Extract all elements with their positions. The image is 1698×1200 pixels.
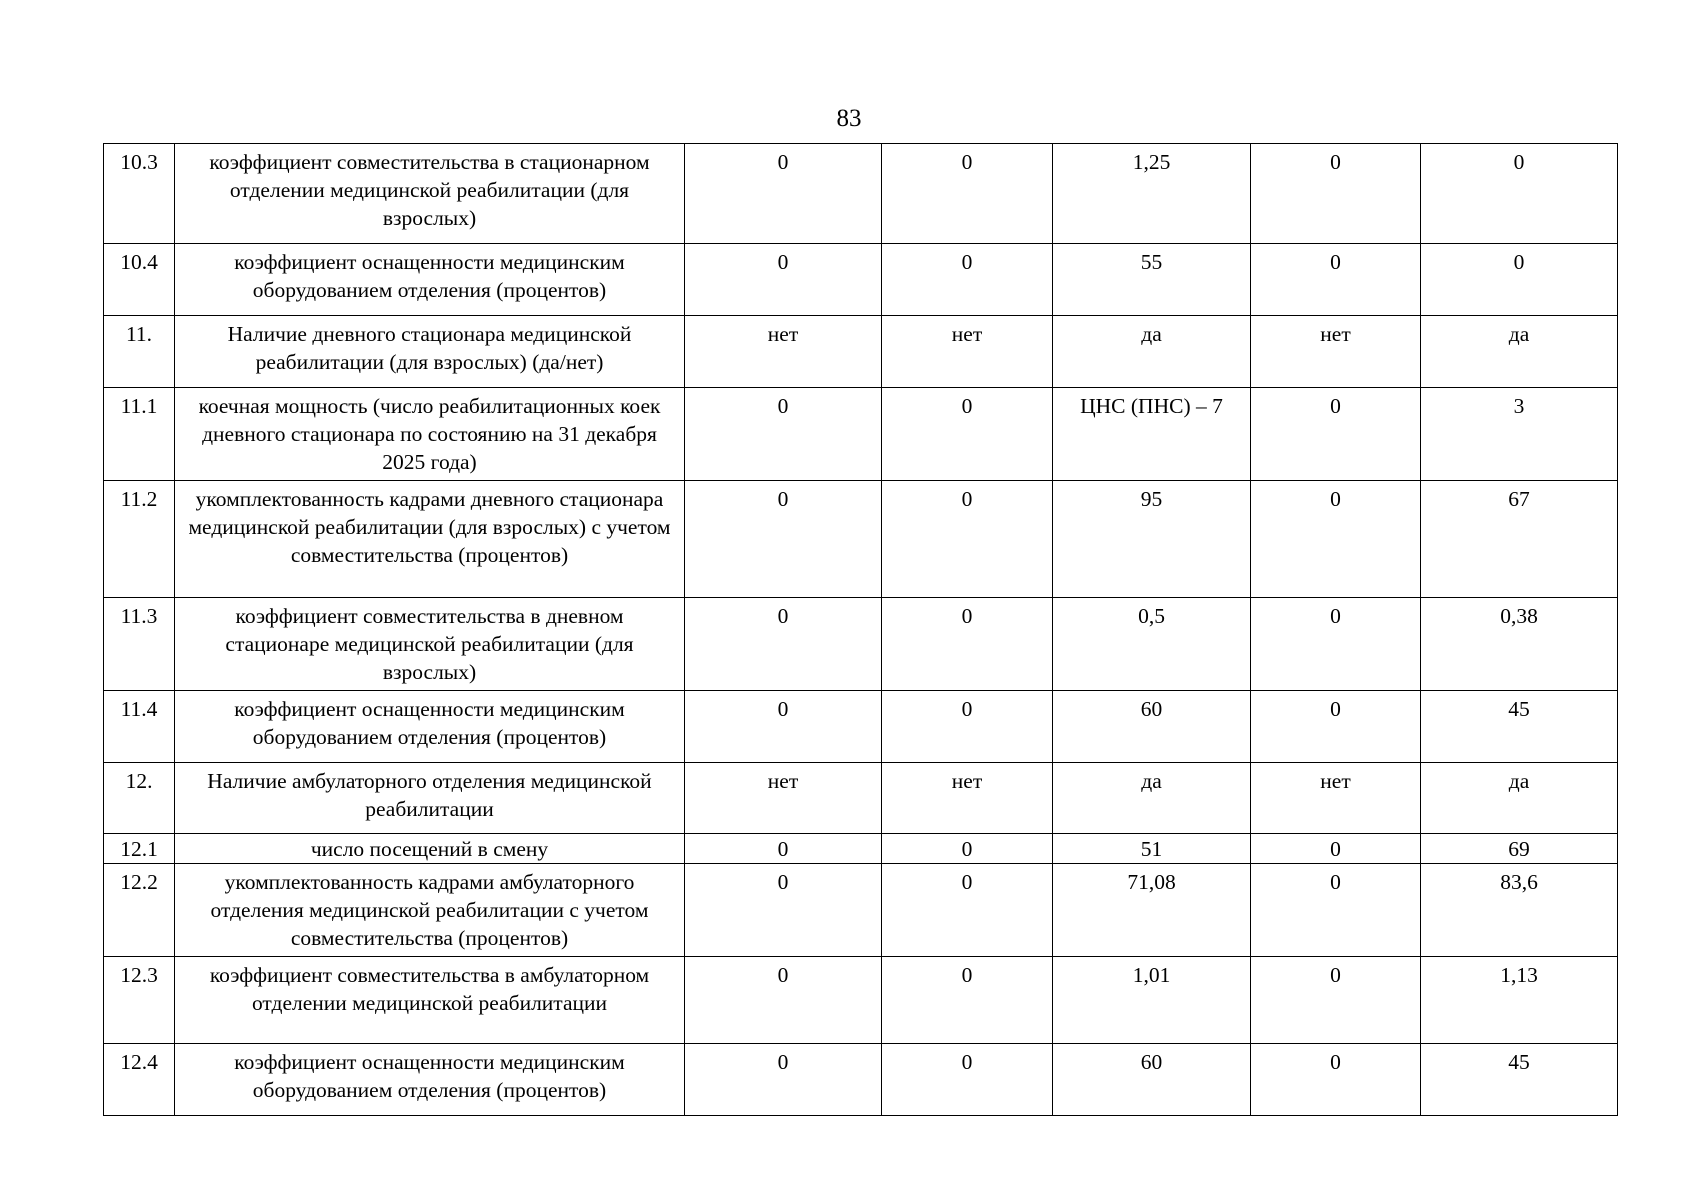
value-cell-col4: 0 — [1251, 244, 1421, 316]
value-cell-col3: 1,01 — [1053, 957, 1251, 1044]
value-cell-col3: 71,08 — [1053, 864, 1251, 957]
table-row — [104, 834, 1618, 864]
value-cell-col1: 0 — [685, 144, 882, 244]
page-number: 83 — [836, 105, 862, 132]
table-row — [104, 763, 1618, 834]
value-cell-col5: да — [1421, 316, 1618, 388]
value-cell-col4: 0 — [1251, 864, 1421, 957]
indicator-description-cell: коэффициент совместительства в дневном стационаре медицинской реабилитации (для взрослых) — [175, 598, 685, 691]
value-cell-col3: 60 — [1053, 1044, 1251, 1116]
value-cell-col5: 67 — [1421, 481, 1618, 598]
value-cell-col1: 0 — [685, 388, 882, 481]
table-row — [104, 481, 1618, 598]
value-cell-col2: 0 — [882, 864, 1053, 957]
value-cell-col2: нет — [882, 763, 1053, 834]
table-row — [104, 691, 1618, 763]
row-number-cell: 12.1 — [104, 834, 175, 864]
table-body — [104, 144, 1618, 1116]
value-cell-col2: 0 — [882, 244, 1053, 316]
value-cell-col5: 0 — [1421, 144, 1618, 244]
value-cell-col2: 0 — [882, 144, 1053, 244]
value-cell-col1: 0 — [685, 481, 882, 598]
table-row — [104, 598, 1618, 691]
value-cell-col1: 0 — [685, 834, 882, 864]
value-cell-col3: 51 — [1053, 834, 1251, 864]
value-cell-col2: 0 — [882, 834, 1053, 864]
value-cell-col4: нет — [1251, 316, 1421, 388]
value-cell-col1: 0 — [685, 957, 882, 1044]
value-cell-col4: 0 — [1251, 598, 1421, 691]
value-cell-col5: 45 — [1421, 1044, 1618, 1116]
value-cell-col5: 83,6 — [1421, 864, 1618, 957]
value-cell-col3: 60 — [1053, 691, 1251, 763]
row-number-cell: 11.1 — [104, 388, 175, 481]
value-cell-col3: 0,5 — [1053, 598, 1251, 691]
table-row — [104, 864, 1618, 957]
table-row — [104, 244, 1618, 316]
value-cell-col5: 69 — [1421, 834, 1618, 864]
value-cell-col4: 0 — [1251, 388, 1421, 481]
value-cell-col2: 0 — [882, 481, 1053, 598]
indicator-description-cell: Наличие дневного стационара медицинской реабилитации (для взрослых) (да/нет) — [175, 316, 685, 388]
value-cell-col1: 0 — [685, 598, 882, 691]
row-number-cell: 11. — [104, 316, 175, 388]
value-cell-col3: 95 — [1053, 481, 1251, 598]
row-number-cell: 12.2 — [104, 864, 175, 957]
value-cell-col4: нет — [1251, 763, 1421, 834]
value-cell-col2: 0 — [882, 957, 1053, 1044]
value-cell-col2: 0 — [882, 1044, 1053, 1116]
table-row — [104, 388, 1618, 481]
value-cell-col2: 0 — [882, 388, 1053, 481]
value-cell-col5: 0 — [1421, 244, 1618, 316]
value-cell-col1: 0 — [685, 244, 882, 316]
row-number-cell: 11.4 — [104, 691, 175, 763]
table-row — [104, 144, 1618, 244]
table-row — [104, 1044, 1618, 1116]
indicator-description-cell: коэффициент оснащенности медицинским оборудованием отделения (процентов) — [175, 691, 685, 763]
row-number-cell: 12.4 — [104, 1044, 175, 1116]
indicator-description-cell: коэффициент совместительства в амбулаторном отделении медицинской реабилитации — [175, 957, 685, 1044]
value-cell-col3: да — [1053, 763, 1251, 834]
value-cell-col1: нет — [685, 316, 882, 388]
value-cell-col4: 0 — [1251, 957, 1421, 1044]
row-number-cell: 12.3 — [104, 957, 175, 1044]
row-number-cell: 12. — [104, 763, 175, 834]
value-cell-col2: 0 — [882, 598, 1053, 691]
indicator-description-cell: Наличие амбулаторного отделения медицинской реабилитации — [175, 763, 685, 834]
value-cell-col4: 0 — [1251, 691, 1421, 763]
value-cell-col1: нет — [685, 763, 882, 834]
value-cell-col3: 1,25 — [1053, 144, 1251, 244]
table-row — [104, 316, 1618, 388]
value-cell-col5: 1,13 — [1421, 957, 1618, 1044]
value-cell-col4: 0 — [1251, 834, 1421, 864]
indicator-description-cell: укомплектованность кадрами амбулаторного отделения медицинской реабилитации с учетом совместительства (процентов) — [175, 864, 685, 957]
value-cell-col2: 0 — [882, 691, 1053, 763]
value-cell-col5: да — [1421, 763, 1618, 834]
table-row — [104, 957, 1618, 1044]
value-cell-col2: нет — [882, 316, 1053, 388]
indicator-description-cell: коэффициент совместительства в стационарном отделении медицинской реабилитации (для взрослых) — [175, 144, 685, 244]
indicators-table — [103, 143, 1618, 1116]
value-cell-col3: да — [1053, 316, 1251, 388]
value-cell-col4: 0 — [1251, 1044, 1421, 1116]
indicator-description-cell: коэффициент оснащенности медицинским оборудованием отделения (процентов) — [175, 1044, 685, 1116]
value-cell-col4: 0 — [1251, 481, 1421, 598]
value-cell-col3: 55 — [1053, 244, 1251, 316]
indicator-description-cell: коечная мощность (число реабилитационных коек дневного стационара по состоянию на 31 декабря 2025 года) — [175, 388, 685, 481]
value-cell-col1: 0 — [685, 691, 882, 763]
value-cell-col5: 3 — [1421, 388, 1618, 481]
row-number-cell: 11.3 — [104, 598, 175, 691]
indicator-description-cell: число посещений в смену — [175, 834, 685, 864]
value-cell-col5: 45 — [1421, 691, 1618, 763]
row-number-cell: 11.2 — [104, 481, 175, 598]
row-number-cell: 10.3 — [104, 144, 175, 244]
indicator-description-cell: укомплектованность кадрами дневного стационара медицинской реабилитации (для взрослых) с учетом совместительства (процентов) — [175, 481, 685, 598]
value-cell-col4: 0 — [1251, 144, 1421, 244]
value-cell-col3: ЦНС (ПНС) – 7 — [1053, 388, 1251, 481]
value-cell-col1: 0 — [685, 1044, 882, 1116]
indicator-description-cell: коэффициент оснащенности медицинским оборудованием отделения (процентов) — [175, 244, 685, 316]
value-cell-col1: 0 — [685, 864, 882, 957]
value-cell-col5: 0,38 — [1421, 598, 1618, 691]
row-number-cell: 10.4 — [104, 244, 175, 316]
